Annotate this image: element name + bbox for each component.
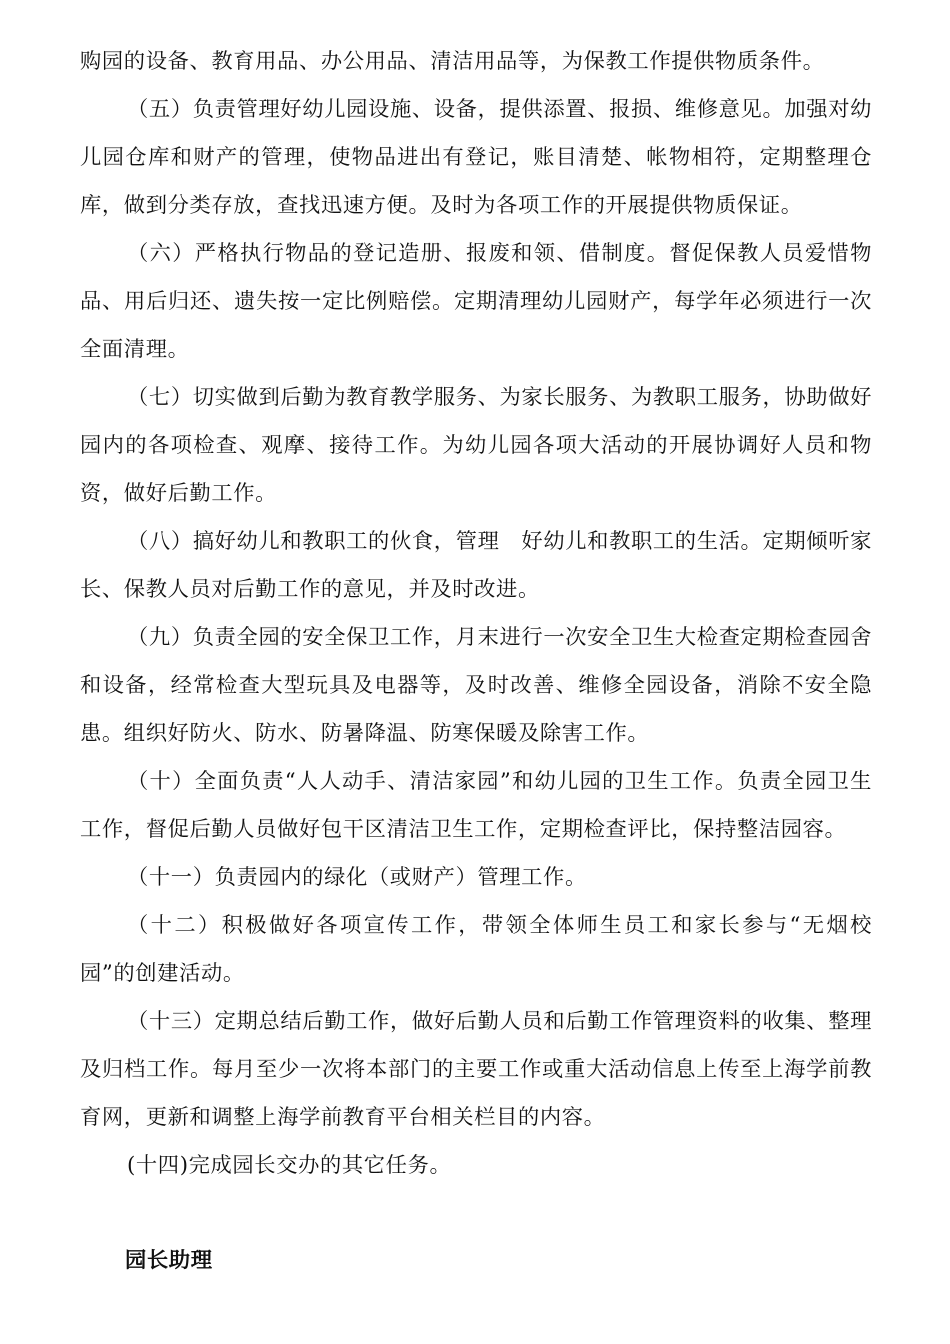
paragraph-item-13: （十三）定期总结后勤工作，做好后勤人员和后勤工作管理资料的收集、整理及归档工作。每月至少一次将本部门的主要工作或重大活动信息上传至上海学前教育网，更新和调整上海学前教育平台相关栏目的内容。 xyxy=(80,1009,872,1130)
paragraph-item-6: （六）严格执行物品的登记造册、报废和领、借制度。督促保教人员爱惜物品、用后归还、遗失按一定比例赔偿。定期清理幼儿园财产，每学年必须进行一次全面清理。 xyxy=(80,241,872,362)
paragraph-item-5: （五）负责管理好幼儿园设施、设备，提供添置、报损、维修意见。加强对幼儿园仓库和财产的管理，使物品进出有登记，账目清楚、帐物相符，定期整理仓库，做到分类存放，查找迅速方便。及时为各项工作的开展提供物质保证。 xyxy=(80,97,872,218)
document-body xyxy=(80,38,872,1190)
paragraph-item-7: （七）切实做到后勤为教育教学服务、为家长服务、为教职工服务，协助做好园内的各项检查、观摩、接待工作。为幼儿园各项大活动的开展协调好人员和物资，做好后勤工作。 xyxy=(80,385,872,506)
paragraph-item-8: （八）搞好幼儿和教职工的伙食，管理 好幼儿和教职工的生活。定期倾听家长、保教人员对后勤工作的意见，并及时改进。 xyxy=(80,529,872,602)
paragraph-item-12: （十二）积极做好各项宣传工作，带领全体师生员工和家长参与“无烟校园”的创建活动。 xyxy=(80,913,872,986)
paragraph-item-10: （十）全面负责“人人动手、清洁家园”和幼儿园的卫生工作。负责全园卫生工作，督促后勤人员做好包干区清洁卫生工作，定期检查评比，保持整洁园容。 xyxy=(80,769,872,842)
section-heading: 园长助理 xyxy=(125,1248,213,1273)
paragraph-item-14: (十四)完成园长交办的其它任务。 xyxy=(127,1153,452,1178)
paragraph-item-9: （九）负责全园的安全保卫工作，月末进行一次安全卫生大检查定期检查园舍和设备，经常检查大型玩具及电器等，及时改善、维修全园设备，消除不安全隐患。组织好防火、防水、防暑降温、防寒保暖及除害工作。 xyxy=(80,625,872,746)
paragraph-item-11: （十一）负责园内的绿化（或财产）管理工作。 xyxy=(127,865,587,890)
paragraph-continuation: 购园的设备、教育用品、办公用品、清洁用品等，为保教工作提供物质条件。 xyxy=(80,49,825,74)
